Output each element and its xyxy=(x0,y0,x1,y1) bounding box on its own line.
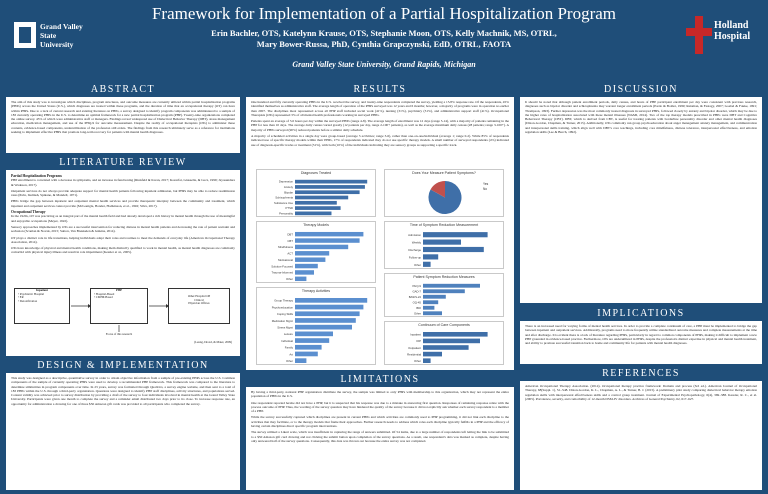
literature-heading: LITERATURE REVIEW xyxy=(59,157,187,168)
poster-title: Framework for Implementation of a Partial Hospitalization Program xyxy=(151,4,617,23)
category-label: Group Therapy xyxy=(274,298,293,303)
category-label: Anxiety xyxy=(283,184,293,189)
bar xyxy=(295,270,314,274)
chart-title: Patient Symptom Reduction Measures xyxy=(413,275,475,279)
chart-plot xyxy=(385,281,505,318)
bar xyxy=(423,240,461,245)
category-label: Discharge xyxy=(408,247,421,252)
lit-subheading-php: Partial Hospitalization Programs xyxy=(11,174,62,178)
continuum-diagram xyxy=(14,282,232,348)
limitation-item: The survey utilized a Likert scale, which was insufficient in capturing the range of answers submitted. Of 54 items, due to a large number of respondents left letting the link to be submitted to a $50 Amazon gift card drawing and not clicking the submit button upon completion of the survey questions. As a result, one respondent's data was marked as complete, despite having only answered half of the survey questions. Consequently, this data was thrown out because the entire survey was not completed. xyxy=(251,430,509,443)
chart-4 xyxy=(384,221,504,269)
category-label: PTSD xyxy=(285,206,293,211)
bar xyxy=(423,232,488,237)
category-label: BDI xyxy=(416,305,421,310)
category-label: OQ-45 xyxy=(412,300,421,305)
category-label: Bipolar xyxy=(284,190,293,195)
category-label: GAD-7 xyxy=(412,289,421,294)
category-label: Other xyxy=(414,311,421,316)
lit-item: PHP enrollment is correlated with a decrease in symptoms, and an increase in functioning (Rinkfeld & Kwan, 2017; Kozarfai, Giusselle, & Lucz, 1999; Jayasundara & Wadeson, 2017). xyxy=(11,178,235,187)
category-label: Other xyxy=(286,277,293,282)
category-label: PHQ-9 xyxy=(412,283,421,288)
abstract-text: The aim of this study was to investigate which disciplines, program structures, and outcome measures are currently utilized within partial hospitalization programs (PHPs) across the United States (U.S.), which diagnoses are treated within these programs, and the duration of time that an occupational therapy (OT) can have within PHPs. Due to a lack of current research and existing literature on PHPs, a survey designed to identify program components was administered to a sample of 183 currently operating PHPs in the U.S. to determine an optimal framework for a new partial hospitalization program (PHP). Twenty-nine organizations completed the online survey. 45% of which were administrative staff or managers. Findings reveal widespread use of Dialectical Behavior Therapy (DBT), stress management education, medication management, and use of the PHQ-9 for outcome measurement. Despite the reality of occupational therapists (OTs) to administer these contents, evidence-based components, underutilization of the profession still exists. The findings from this research ultimately serve as a reference for institutions seeking to implement effective PHPs that promote long-term recovery for patients with mental health diagnoses. xyxy=(11,100,235,135)
poster-authors xyxy=(120,28,648,50)
category-label: Stress Mgmt xyxy=(277,325,293,330)
limitations-panel xyxy=(246,387,514,490)
references-panel xyxy=(520,381,762,490)
limitation-item: While the survey successfully captured which disciplines are present in current PHPs and which activities are commonly used to PHP programming, it did not link each discipline to the activities that they facilitate, or to the therapy models that frame their approaches. Further research needs to address which roles each discipline typically fulfills in a PHP and the efficacy of having certain disciplines direct specific program interventions. xyxy=(251,415,509,429)
category-label: Inpatient xyxy=(410,332,421,337)
literature-panel xyxy=(6,170,240,356)
bar xyxy=(423,358,431,363)
chart-title: Does Your Measure Patient Symptoms? xyxy=(412,171,476,175)
bar xyxy=(295,311,360,316)
category-label: ACT xyxy=(287,251,293,256)
chart-plot xyxy=(257,177,377,218)
lit-item: OTs have knowledge of physical and mental health conditions, making them distinctly qualified to work in mental health, as mental health diagnoses are commonly comorbid with physical injury/illness and result in role impairment (Kessler et al., 2005). xyxy=(11,246,235,255)
bar xyxy=(295,251,329,255)
chart-6 xyxy=(256,287,376,365)
bar xyxy=(423,352,442,357)
chart-plot xyxy=(385,329,505,366)
chart-plot xyxy=(257,295,377,366)
category-label: Residential xyxy=(407,352,421,357)
diagram-outpatient-box: Other Hospital OP Clinical Physician Offices xyxy=(168,288,230,324)
bar xyxy=(295,180,367,184)
discussion-heading: DISCUSSION xyxy=(604,84,678,95)
category-label: IOP xyxy=(416,339,421,344)
chart-5 xyxy=(384,273,504,317)
diagram-arrows xyxy=(14,282,232,348)
bar xyxy=(423,262,431,267)
bar xyxy=(295,325,352,330)
results-paragraph: A majority of scheduled activities in a single day were group-based (average 5 activities; range 3-6), rather than one-on-one/individual (average 1; range 0-2). While 85% of respondents indicated use of specific therapy models within their PHPs, 17% of respondents indicated they do not use specific therapy models. A small number of surveyed respondents (4%) indicated use of diagnosis-specific tracks or treatment (31%), with both (10%) of the individuals indicating they are sensory groups as supporting a specific track. xyxy=(251,134,509,147)
bar xyxy=(295,185,365,189)
category-label: Other xyxy=(286,358,293,363)
category-label: Other xyxy=(414,359,421,364)
chart-1 xyxy=(256,169,376,217)
bar xyxy=(295,238,360,242)
legend-label: Yes xyxy=(483,182,489,186)
bar xyxy=(423,284,480,288)
category-label: Other xyxy=(414,262,421,267)
category-label: Solution-Focused xyxy=(271,264,293,269)
legend-label: No xyxy=(483,187,488,191)
bar xyxy=(423,332,488,337)
implications-heading: IMPLICATIONS xyxy=(597,308,685,319)
bar xyxy=(295,212,331,216)
lit-item: In the 1920s, OT was practicing as an integral part of the mental health field and had already developed a rich history in mental health through the use of meaningful and enjoyable occupations (Meyer, 1922). xyxy=(11,214,235,223)
bar xyxy=(295,201,337,205)
lit-item: Sensory approaches implemented by OTs are a successful intervention for reducing distress in mental health patients and decreasing the rate of patient restraint and seclusion (Scanlan & Novak, 2015; Sutton, Van Breukelen & Jenkins, 2014). xyxy=(11,224,235,234)
bar xyxy=(295,257,325,261)
bar xyxy=(423,295,446,299)
design-heading: DESIGN & IMPLEMENTATION xyxy=(37,360,209,371)
category-label: Coping Skills xyxy=(276,312,293,317)
gvsu-logo-text: Grand Valley State University xyxy=(40,22,83,49)
bar xyxy=(295,206,341,210)
category-label: Substance Use xyxy=(274,200,293,205)
chart-title: Therapy Models xyxy=(303,223,329,227)
bar xyxy=(295,298,367,303)
abstract-panel xyxy=(6,97,240,153)
bar xyxy=(295,352,318,357)
diagram-credit: (Leung, Drozd, & Maier, 2009) xyxy=(194,340,232,344)
chart-plot xyxy=(385,177,505,218)
limitation-item: One respondent reported he/she did not have a PHP, but it is suspected that his response was due to a mistake in answering first question. Responses of remaining response relate with the process outcome of PHP. Thus, the wording of the survey question may have hindered the quality of the survey because it did not explicitly ask whether each survey respondent is a member of a PHP. xyxy=(251,400,509,414)
bar xyxy=(295,358,306,363)
chart-plot xyxy=(385,229,505,270)
bar xyxy=(423,311,442,315)
references-text: American Occupational Therapy Association. (2014). Occupational therapy practice framework: Domain and process (3rd ed.). American Journal of Occupational Therapy, 68(Suppl. 1), S1–S48. Dixon-Gordon, K. L., Chapman, A. L., & Turner, B. J. (2015). A preliminary pilot study comparing dialectical behavior therapy emotion regulation skills with interpersonal effectiveness skills and a control group treatment. Journal of Experimental Psychopathology, 6(4), 369–388. Kessler, R. C., et al. (2005). Prevalence, severity, and comorbidity of 12-month DSM-IV disorders. Archives of General Psychiatry, 62, 617–627. xyxy=(525,384,757,401)
lit-item: PHPs bridge the gap between inpatient and outpatient mental health services and provide therapeutic interplay between the community and treatment, which inpatient and outpatient services cannot provide (McGonigle, Bonder, Hodkinson, et al., 1992; Silva, 2017). xyxy=(11,199,235,208)
poster-affiliation: Grand Valley State University, Grand Rapids, Michigan xyxy=(292,60,476,69)
references-heading: REFERENCES xyxy=(602,368,680,379)
bar xyxy=(295,318,356,323)
implications-text: There is an increased need for varying forms of mental health services. In order to provide a complete continuum of care, a PHP must be implemented to bridge the gap between inpatient and outpatient services. Additionally, programs need to more frequently utilize standardized outcome measures and complete measurements at the time and after discharge. It is evident there is a lack of literature regarding PHPs, particularly in regard to common components of PHPs, making it difficult to implement a new PHP grounded in evidence-based practice. Furthermore, OTs are underutilized in PHPs, despite the profession's distinct expertise in physical and mental health treatment, and ability to promote successful transition back to home and community life for patients with mental health diagnoses. xyxy=(525,324,757,346)
authors-line-2: Mary Bower-Russa, PhD, Cynthia Grapczynski, EdD, OTRL, FAOTA xyxy=(256,39,512,49)
lit-item: Outpatient services do not always provide adequate support for mental health patients following inpatient admission, but PHPs may be able to reduce readmission rates (Ibrin, Inslinsh, Spikane, & Mandell, 1971). xyxy=(11,188,235,198)
category-label: BASIS-24 xyxy=(408,294,421,299)
bar xyxy=(295,277,306,281)
category-label: Family xyxy=(284,345,293,350)
limitations-text xyxy=(246,387,514,448)
bar xyxy=(423,306,434,310)
results-text xyxy=(246,97,514,152)
gvsu-logo-mark xyxy=(14,22,36,48)
bar xyxy=(423,247,484,252)
implications-panel xyxy=(520,321,762,364)
chart-title: Continuum of Care Components xyxy=(418,323,470,327)
literature-text xyxy=(6,170,240,260)
category-label: Weekly xyxy=(411,240,421,245)
results-heading: RESULTS xyxy=(353,84,407,95)
results-paragraph: Patients spent an average of 5.0 hours per day within the surveyed PHPs (range 4-8). The average length of enrollment was 12 days (range 5-14), with a majority of patients remaining in the PHP for less than 10 days. The average daily census varied greatly (12 patients per day, range 2-100+ patients), as well as the average maximum daily census (28 patients; range 3-100+). A majority of PHPs surveyed (90%) reduced patients before a similar daily schedule. xyxy=(251,119,509,132)
category-label: Leisure xyxy=(283,332,293,337)
design-text: This study was designed as a descriptive, quantitative survey in order to obtain objective information from a sample of pre-existing PHPs across the U.S. Common components of the sample of currently operating PHPs were used to develop a recommended PHP framework. This framework was compared to the literature to determine similarities in program components over time. In 23 years, survey was formatted through Qualtrics, a survey engine website, and then sent to a total of 183 PHPs within the U.S. through a third-party organization. Questions were designed to identify PHP staff disciplines, activity structures, and populations served. Content validity was achieved prior to survey distribution by providing a draft of the survey to four individuals involved in mental health at the Grand Valley State University. Participants were given one month to complete the survey and a reminder email distributed two days prior to its close. To increase response rate, an opportunity for administration a drawing for one of three $50 Amazon gift cards was provided to all participants who completed the survey. xyxy=(11,376,235,406)
results-panel xyxy=(246,97,514,370)
lit-subheading-ot: Occupational Therapy xyxy=(11,210,46,215)
diagram-inpatient-box: Inpatient • Psychiatric Hospital • ER • Detoxification xyxy=(14,288,70,324)
chart-title: Diagnoses Treated xyxy=(300,171,332,175)
category-label: Medication Mgmt xyxy=(271,318,293,323)
bar xyxy=(423,339,480,344)
bar xyxy=(295,305,363,310)
discussion-text: It should be noted that although patient enrollment periods, daily census, and hours of PHP participant enrollment per day were consistent with previous research, diagnoses such as bipolar disorder and schizophrenia may warrant longer enrollment periods (Pardo & Bolder, 1999; Reisman, & Fastagy, 2007; Goebel & Fokke, 1991; Thompson, 1993). Further depression was the most commonly treated diagnosis in surveyed PHPs, followed closely by anxiety and bipolar disorder, which may be due to the higher rates of hospitalization associated with these mental illnesses (NAMI, 2014). Two of the top therapy models prescribed in PHPs were DBT and Cognitive Behavioral Therapy (CBT). DBT, which is derived from CBT, is useful for treating patients with borderline personality disorder and other mental health diagnoses (Dixon-Gordon, Chapman, & Turner, 2015). Additionally, OTs commonly run group psychoeducation about anger management anxiety management, and communication and interpersonal skills training, which align well with DBT's core teachings, including core mindfulness, distress tolerance, interpersonal effectiveness, and emotion regulation skills (Lee & Burch, 1992). xyxy=(525,100,757,135)
chart-2 xyxy=(384,169,504,217)
gvsu-logo xyxy=(14,16,84,62)
abstract-heading: ABSTRACT xyxy=(90,84,156,95)
category-label: Trauma-Informed xyxy=(271,270,293,275)
category-label: Admission xyxy=(408,233,421,238)
limitations-heading: LIMITATIONS xyxy=(340,374,420,385)
category-label: Schizophrenia xyxy=(275,195,293,200)
bar xyxy=(295,196,348,200)
limitation-item: By having a third-party, national PHP organization distribute the survey, the sample was limited to only PHPs with membership to this organization, which may not represent the entire population of PHPs in the U.S. xyxy=(251,390,509,399)
bar xyxy=(423,289,465,293)
diagram-php-box: PHP • Hospital-Based • CMHP-Based xyxy=(90,288,148,324)
holland-logo-text: Holland Hospital xyxy=(714,20,751,42)
holland-hospital-logo xyxy=(686,14,758,66)
category-label: Art xyxy=(289,352,293,357)
category-label: Outpatient xyxy=(408,345,421,350)
authors-line-1: Erin Bachler, OTS, Katelynn Krause, OTS, Stephanie Moon, OTS, Kelly Machnik, MS, OTRL, xyxy=(211,28,557,38)
category-label: Follow-up xyxy=(408,255,421,260)
category-label: Motivational xyxy=(278,257,293,262)
bar xyxy=(295,264,318,268)
category-label: Psychoeducation xyxy=(271,305,293,310)
bar xyxy=(423,300,438,304)
bar xyxy=(295,232,363,236)
diagram-caption: Focus of this research xyxy=(105,332,133,336)
bar xyxy=(423,254,438,259)
category-label: DBT xyxy=(287,232,293,237)
category-label: Depression xyxy=(278,179,293,184)
chart-plot xyxy=(257,229,377,284)
chart-title: Therapy Activities xyxy=(301,289,331,293)
bar xyxy=(295,338,329,343)
bar xyxy=(295,190,360,194)
holland-cross-icon xyxy=(686,16,712,56)
category-label: Individual xyxy=(281,338,293,343)
bar xyxy=(295,332,333,337)
results-paragraph: One hundred and fifty currently operating PHPs in the U.S. received the survey, and twenty-nine respondents completed the survey, yielding a 15.8% response rate. Of the respondents, 45% identified themselves as administrative staff. The average length of operation of the PHPs surveyed was 12 years and 6 months; however, a majority of programs were in operation no earlier than 2007. The disciplines most represented across all PHP staff included social work (41%), nursing (31%), psychiatry (31%), and administrative support staff (41%). Occupational Therapists (OTs) represented 3% of all mental health professionals working in surveyed PHPs. xyxy=(251,100,509,117)
design-panel xyxy=(6,373,240,490)
bar xyxy=(295,345,322,350)
discussion-panel xyxy=(520,97,762,303)
category-label: Personality xyxy=(279,211,293,216)
category-label: Mindfulness xyxy=(278,245,293,250)
poster-header xyxy=(0,0,768,78)
lit-item: OT plays a distinct role in life transitions, helping individuals adapt their roles and routines to meet the demands of everyday life (American Occupational Therapy Association, 2014). xyxy=(11,235,235,244)
chart-7 xyxy=(384,321,504,365)
category-label: CBT xyxy=(287,238,293,243)
chart-title: Time of Symptom Reduction Measurement xyxy=(409,223,479,227)
bar xyxy=(423,345,469,350)
bar xyxy=(295,245,348,249)
chart-3 xyxy=(256,221,376,283)
